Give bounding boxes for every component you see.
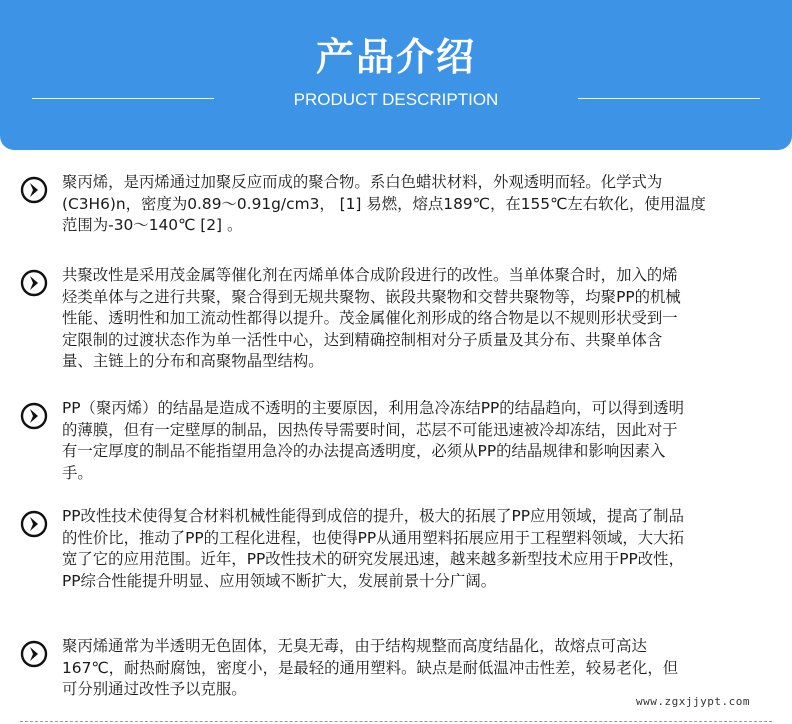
description-text: PP改性技术使得复合材料机械性能得到成倍的提升，极大的拓展了PP应用领域，提高了制品 的性价比，推动了PP的工程化进程，也使得PP从通用塑料拓展应用于工程塑料领域，大大拓 宽了它的应用范围。近年，PP改性技术的研究发展迅速，越来越多新型技术应用于PP改性， PP综合性能提升明显、应用领域不断扩大，发展前景十分广阔。 bbox=[62, 507, 684, 590]
divider-line-right bbox=[578, 98, 760, 99]
circle-arrow-right-icon bbox=[20, 640, 48, 668]
circle-arrow-right-icon bbox=[20, 510, 48, 538]
circle-arrow-right-icon bbox=[20, 402, 48, 430]
page-title: 产品介绍 bbox=[315, 35, 476, 79]
description-text: 聚丙烯，是丙烯通过加聚反应而成的聚合物。系白色蜡状材料，外观透明而轻。化学式为 (C3H6)n，密度为0.89～0.91g/cm3， [1] 易燃，熔点189℃，在155℃左右软化，使用温度 范围为-30～140℃ [2] 。 bbox=[62, 173, 706, 234]
website-watermark: www.zgxjjypt.com bbox=[636, 695, 750, 708]
page-subtitle: PRODUCT DESCRIPTION bbox=[293, 90, 499, 109]
description-text: PP（聚丙烯）的结晶是造成不透明的主要原因，利用急冷冻结PP的结晶趋向，可以得到透明 的薄膜，但有一定壁厚的制品，因热传导需要时间，芯层不可能迅速被冷却冻结，因此对于 有一定厚度的制品不能指望用急冷的办法提高透明度，必须从PP的结晶规律和影响因素入 手。 bbox=[62, 399, 684, 482]
header-banner bbox=[0, 0, 792, 150]
circle-arrow-right-icon bbox=[20, 269, 48, 297]
bottom-divider bbox=[20, 721, 772, 722]
circle-arrow-right-icon bbox=[20, 176, 48, 204]
description-text: 共聚改性是采用茂金属等催化剂在丙烯单体合成阶段进行的改性。当单体聚合时，加入的烯 烃类单体与之进行共聚，聚合得到无规共聚物、嵌段共聚物和交替共聚物等，均聚PP的机械 性能、透明性和加工流动性都得以提升。茂金属催化剂形成的络合物是以不规则形状受到一 定限制的过渡状态作为单一活性中心，达到精确控制相对分子质量及其分布、共聚单体含 量、主链上的分布和高聚物晶型结构。 bbox=[62, 266, 681, 370]
description-text: 聚丙烯通常为半透明无色固体，无臭无毒，由于结构规整而高度结晶化，故熔点可高达 167℃，耐热耐腐蚀，密度小，是最轻的通用塑料。缺点是耐低温冲击性差，较易老化，但 可分别通过改性予以克服。 bbox=[62, 637, 679, 698]
